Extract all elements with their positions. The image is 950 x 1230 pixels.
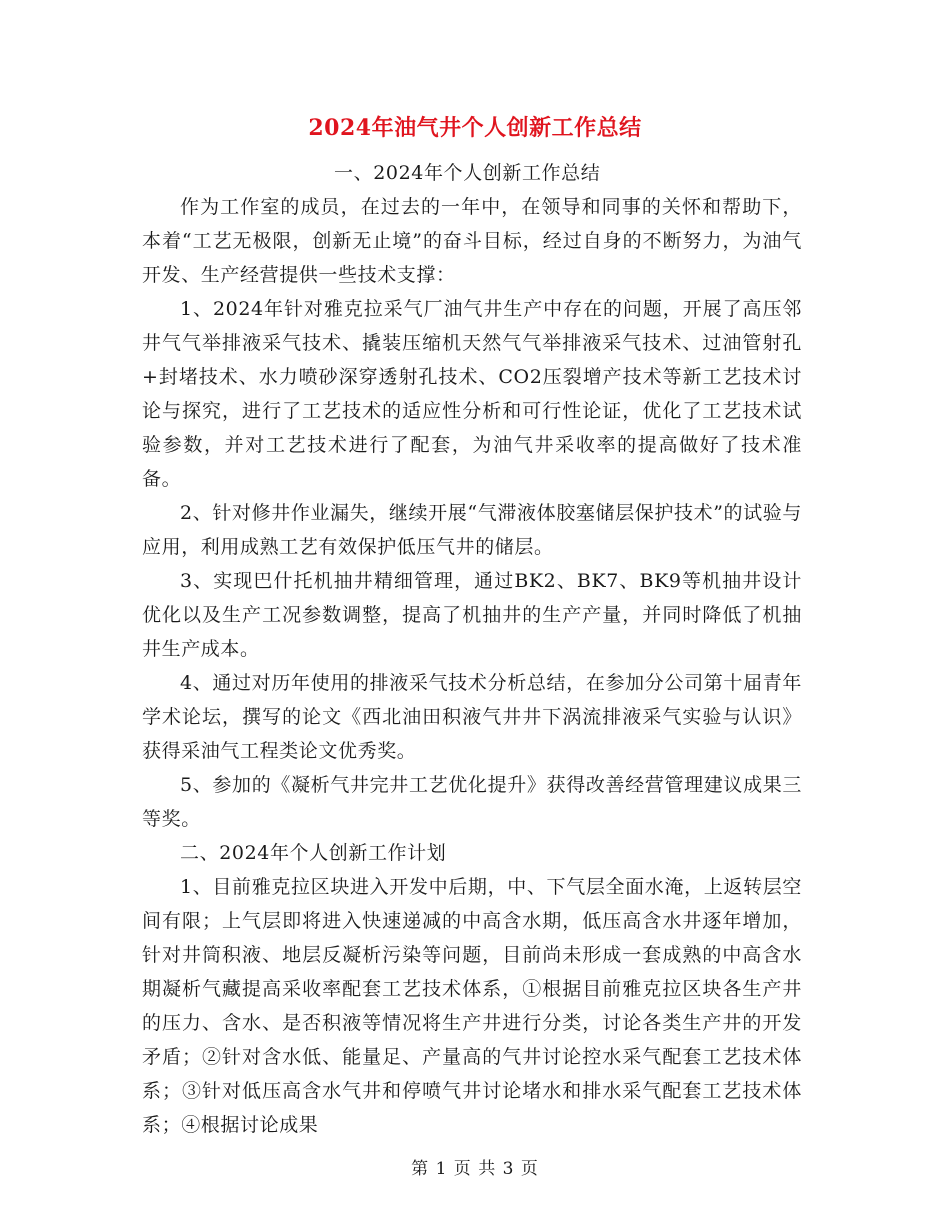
section-1-heading: 一、2024年个人创新工作总结 <box>334 162 601 184</box>
summary-item-1: 1、2024年针对雅克拉采气厂油气井生产中存在的问题，开展了高压邻井气气举排液采气技术、撬装压缩机天然气气举排液采气技术、过油管射孔+封堵技术、水力喷砂深穿透射孔技术、CO2压裂增产技术等新工艺技术讨论与探究，进行了工艺技术的适应性分析和可行性论证，优化了工艺技术试验参数，并对工艺技术进行了配套，为油气井采收率的提高做好了技术准备。 <box>142 298 802 490</box>
summary-item-3: 3、实现巴什托机抽井精细管理，通过BK2、BK7、BK9等机抽井设计优化以及生产工况参数调整，提高了机抽井的生产产量，并同时降低了机抽井生产成本。 <box>142 570 802 660</box>
document-title: 2024年油气井个人创新工作总结 <box>308 115 642 141</box>
section-2-heading: 二、2024年个人创新工作计划 <box>180 842 447 864</box>
page-number: 第 1 页 共 3 页 <box>411 1159 539 1179</box>
summary-item-4: 4、通过对历年使用的排液采气技术分析总结，在参加分公司第十届青年学术论坛，撰写的论文《西北油田积液气井井下涡流排液采气实验与认识》获得采油气工程类论文优秀奖。 <box>142 672 802 762</box>
plan-item-1: 1、目前雅克拉区块进入开发中后期，中、下气层全面水淹，上返转层空间有限；上气层即将进入快速递减的中高含水期，低压高含水井逐年增加，针对井筒积液、地层反凝析污染等问题，目前尚未形成一套成熟的中高含水期凝析气藏提高采收率配套工艺技术体系，①根据目前雅克拉区块各生产井的压力、含水、是否积液等情况将生产井进行分类，讨论各类生产井的开发矛盾；②针对含水低、能量足、产量高的气井讨论控水采气配套工艺技术体系；③针对低压高含水气井和停喷气井讨论堵水和排水采气配套工艺技术体系；④根据讨论成果 <box>142 876 802 1136</box>
summary-item-2: 2、针对修井作业漏失，继续开展“气滞液体胶塞储层保护技术”的试验与应用，利用成熟工艺有效保护低压气井的储层。 <box>142 502 802 558</box>
summary-item-5: 5、参加的《凝析气井完井工艺优化提升》获得改善经营管理建议成果三等奖。 <box>142 774 802 830</box>
intro-paragraph: 作为工作室的成员，在过去的一年中，在领导和同事的关怀和帮助下，本着“工艺无极限，创新无止境”的奋斗目标，经过自身的不断努力，为油气开发、生产经营提供一些技术支撑： <box>142 196 802 286</box>
document-body <box>142 156 802 1142</box>
